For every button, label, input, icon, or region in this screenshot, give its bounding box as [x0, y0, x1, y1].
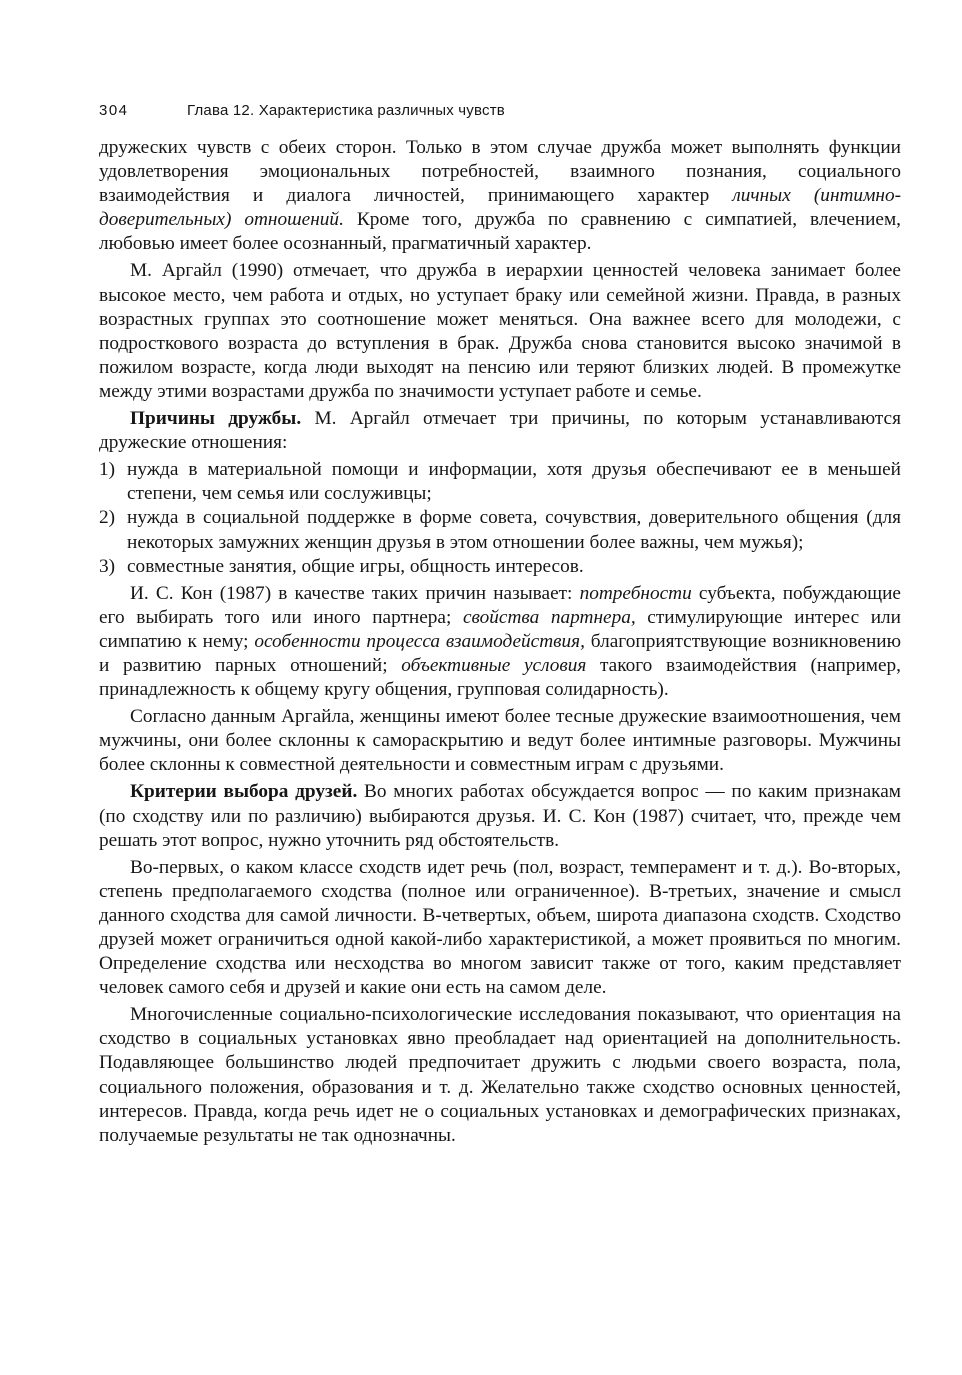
italic-term: особенности процесса взаимодействия, [254, 630, 585, 652]
text-run: такого взаимодействия (например, принадлежность к общему кругу общения, групповая солидарность). [99, 654, 901, 701]
list-item [99, 506, 901, 554]
paragraph-gender-differences: Согласно данным Аргайла, женщины имеют более тесные дружеские взаимоотношения, чем мужчины, они более склонны к самораскрытию и ведут более интимные разговоры. Мужчины более склонны к совместной деятельности и совместным играм с друзьями. [99, 706, 901, 776]
text-run: субъекта, побуждающие его выбирать того или иного партнера; [99, 582, 901, 628]
list-item-number: 3) [99, 555, 116, 577]
italic-term: личных (интимно-доверительных) отношений. [99, 185, 902, 231]
text-run: Кроме того, дружба по сравнению с симпатией, влечением, любовью имеет более осознанный, прагматичный характер. [99, 209, 902, 255]
text-run: стимулирующие интерес или симпатию к нему; [99, 606, 901, 652]
italic-term: свойства партнера, [462, 606, 636, 628]
reasons-list [99, 458, 901, 578]
body-text [99, 136, 901, 1148]
italic-term: потребности [579, 582, 692, 604]
paragraph-argyle-hierarchy: М. Аргайл (1990) отмечает, что дружба в иерархии ценностей человека занимает более высокое место, чем работа и отдых, но уступает браку или семейной жизни. Правда, в разных возрастных группах это соотношение может меняться. Она важнее всего для молодежи, с подросткового возраста до вступления в брак. Дружба снова становится высоко значимой в пожилом возрасте, когда люди выходят на пенсию или теряют близких людей. В промежутке между этими возрастами дружба по значимости уступает работе и семье. [99, 260, 901, 402]
list-item-number: 1) [99, 459, 116, 481]
chapter-title: Глава 12. Характеристика различных чувств [187, 102, 505, 119]
paragraph-research-findings: Многочисленные социально-психологические исследования показывают, что ориентация на сходство в социальных установках явно преобладает над ориентацией на дополнительность. Подавляющее большинство людей предпочитает дружить с людьми своего возраста, пола, социального положения, образования и т. д. Желательно также сходство основных ценностей, интересов. Правда, когда речь идет не о социальных установках и демографических признаках, получаемые результаты не так однозначны. [99, 1004, 901, 1146]
italic-term: объективные условия [401, 654, 587, 676]
page-number: 304 [99, 102, 129, 119]
text-run: дружеских чувств с обеих сторон. Только в этом случае дружба может выполнять функции удовлетворения эмоциональных потребностей, взаимного познания, социального взаимодействия и диалога личностей, принимающего характер [99, 137, 901, 207]
section-heading-reasons: Причины дружбы. [130, 408, 302, 430]
text-run: Во многих работах обсуждается вопрос — по каким признакам (по сходству или по различию) выбираются друзья. И. С. Кон (1987) считает, что, прежде чем решать этот вопрос, нужно уточнить ряд обстоятельств. [99, 781, 901, 851]
list-item-number: 2) [99, 507, 116, 529]
section-heading-criteria: Критерии выбора друзей. [130, 781, 358, 803]
text-run: М. Аргайл отмечает три причины, по которым устанавливаются дружеские отношения: [99, 408, 901, 454]
running-header [99, 102, 901, 136]
list-item-text: нужда в социальной поддержке в форме совета, сочувствия, доверительного общения (для некоторых замужних женщин друзья в этом отношении более важны, чем мужья); [127, 507, 901, 553]
text-run: благоприятствующие возникновению и развитию парных отношений; [99, 630, 902, 676]
list-item-text: совместные занятия, общие игры, общность интересов. [127, 555, 584, 577]
list-item [99, 458, 901, 506]
paragraph-selection-criteria [99, 780, 901, 852]
paragraph-similarity-aspects: Во-первых, о каком классе сходств идет речь (пол, возраст, темперамент и т. д.). Во-вторых, степень предполагаемого сходства (полное или ограниченное). В-третьих, значение и смысл данного сходства для самой личности. В-четвертых, объем, широта диапазона сходств. Сходство друзей может ограничиться одной какой-либо характеристикой, а может проявиться по многим. Определение сходства или несходства во многом зависит также от того, каким представляет человек самого себя и друзей и какие они есть на самом деле. [99, 856, 901, 999]
paragraph-reasons-intro [99, 407, 901, 455]
book-page [99, 102, 901, 1151]
paragraph-friendship-functions [99, 136, 901, 256]
list-item-text: нужда в материальной помощи и информации, хотя друзья обеспечивают ее в меньшей степени, чем семья или сослуживцы; [127, 459, 901, 505]
text-run: И. С. Кон (1987) в качестве таких причин называет: [130, 582, 580, 604]
paragraph-kon-reasons [99, 582, 901, 702]
list-item [99, 555, 901, 579]
